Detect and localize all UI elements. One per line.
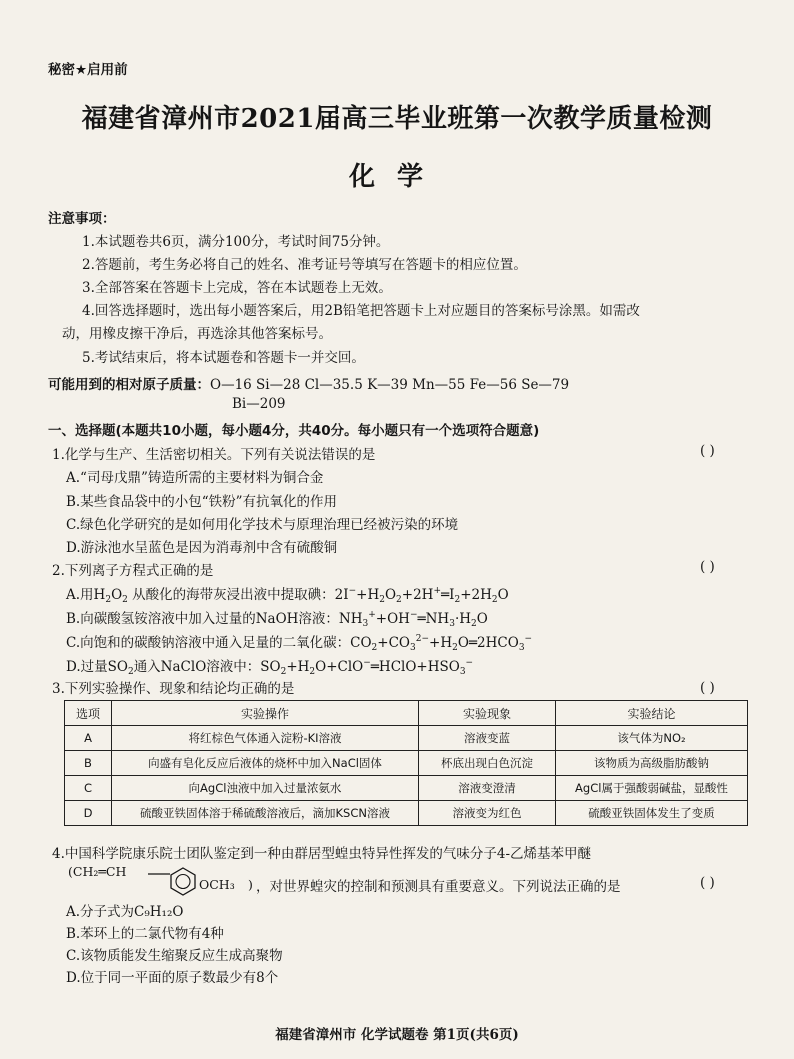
table-row [65, 801, 748, 826]
question-2-option-b: B.向碳酸氢铵溶液中加入过量的NaOH溶液：$NH_3^++OH^-═NH_3\cdot H_2O$ [66, 610, 488, 629]
table-header-row [65, 701, 748, 726]
atomic-mass-values-cont: Bi—209 [232, 396, 286, 412]
table-cell: A [65, 726, 112, 751]
atomic-mass-label: 可能用到的相对原子质量： [48, 377, 210, 393]
table-row [65, 726, 748, 751]
table-cell: D [65, 801, 112, 826]
table-cell: 硫酸亚铁固体发生了变质 [556, 801, 748, 826]
notice-item: 2.答题前，考生务必将自己的姓名、准考证号等填写在答题卡的相应位置。 [82, 257, 527, 273]
table-cell: AgCl属于强酸弱碱盐，显酸性 [556, 776, 748, 801]
notice-item: 5.考试结束后，将本试题卷和答题卡一并交回。 [82, 350, 365, 366]
notice-heading: 注意事项： [48, 211, 116, 227]
answer-paren: ( ) [700, 559, 715, 575]
table-row [65, 776, 748, 801]
table-cell: 该物质为高级脂肪酸钠 [556, 751, 748, 776]
answer-paren: ( ) [700, 680, 715, 696]
question-2-option-c: C.向饱和的碳酸钠溶液中通入足量的二氧化碳：$CO_2+CO_3^{2-}+H_2O═2HCO_3^-$ [66, 634, 533, 653]
table-header: 实验操作 [112, 701, 419, 726]
section-heading: 一、选择题(本题共10小题，每小题4分，共40分。每小题只有一个选项符合题意) [48, 423, 540, 439]
table-header: 选项 [65, 701, 112, 726]
answer-paren: ( ) [700, 443, 715, 459]
question-2-stem: 2.下列离子方程式正确的是 [52, 563, 214, 579]
table-cell: 溶液变澄清 [419, 776, 556, 801]
table-cell: 溶液变蓝 [419, 726, 556, 751]
atomic-mass-line [48, 373, 569, 393]
table-cell: 溶液变为红色 [419, 801, 556, 826]
formula-left: (CH₂═CH [68, 864, 127, 879]
question-3-stem: 3.下列实验操作、现象和结论均正确的是 [52, 681, 295, 697]
table-cell: 硫酸亚铁固体溶于稀硫酸溶液后，滴加KSCN溶液 [112, 801, 419, 826]
table-header: 实验结论 [556, 701, 748, 726]
table-cell: 向盛有皂化反应后液体的烧杯中加入NaCl固体 [112, 751, 419, 776]
question-4-stem-cont: ，对世界蝗灾的控制和预测具有重要意义。下列说法正确的是 [256, 879, 621, 895]
atomic-mass-values: O—16 Si—28 Cl—35.5 K—39 Mn—55 Fe—56 Se—79 [210, 377, 570, 393]
question-1-option: C.绿色化学研究的是如何用化学技术与原理治理已经被污染的环境 [66, 517, 459, 533]
question-1-option: B.某些食品袋中的小包“铁粉”有抗氧化的作用 [66, 494, 338, 510]
table-header: 实验现象 [419, 701, 556, 726]
formula-close-paren: ) [248, 877, 253, 892]
benzene-ring-icon [168, 866, 198, 896]
question-4-option: D.位于同一平面的原子数最少有8个 [66, 970, 279, 986]
question-2-option-d: D.过量$SO_2$通入NaClO溶液中：$SO_2+H_2O+ClO^-═HClO+HSO_3^-$ [66, 658, 474, 677]
table-cell: 杯底出现白色沉淀 [419, 751, 556, 776]
question-4-option: A.分子式为C₉H₁₂O [66, 904, 184, 920]
page-footer: 福建省漳州市 化学试题卷 第1页(共6页) [275, 1027, 519, 1043]
notice-item: 1.本试题卷共6页，满分100分，考试时间75分钟。 [82, 234, 390, 250]
question-4-option: B.苯环上的二氯代物有4种 [66, 926, 224, 942]
notice-item: 4.回答选择题时，选出每小题答案后，用2B铅笔把答题卡上对应题目的答案标号涂黑。如需改 [82, 303, 640, 319]
table-cell: 向AgCl浊液中加入过量浓氨水 [112, 776, 419, 801]
question-1-option: D.游泳池水呈蓝色是因为消毒剂中含有硫酸铜 [66, 540, 338, 556]
question-1-stem: 1.化学与生产、生活密切相关。下列有关说法错误的是 [52, 447, 376, 463]
question-4-option: C.该物质能发生缩聚反应生成高聚物 [66, 948, 283, 964]
exam-title: 福建省漳州市2021届高三毕业班第一次教学质量检测 [81, 104, 713, 134]
notice-item: 3.全部答案在答题卡上完成，答在本试题卷上无效。 [82, 280, 392, 296]
table-row [65, 751, 748, 776]
table-cell: B [65, 751, 112, 776]
table-cell: C [65, 776, 112, 801]
question-1-option: A.“司母戊鼎”铸造所需的主要材料为铜合金 [66, 470, 324, 486]
answer-paren: ( ) [700, 875, 715, 891]
question-2-option-a: A.用$H_2O_2$ 从酸化的海带灰浸出液中提取碘：$2I^-+H_2O_2+2H^+═I_2+2H_2O$ [66, 586, 509, 605]
notice-item: 动，用橡皮擦干净后，再选涂其他答案标号。 [62, 326, 332, 342]
formula-right: OCH₃ [199, 877, 235, 892]
bond-line [148, 872, 170, 876]
confidential-label: 秘密★启用前 [48, 62, 128, 78]
table-cell: 将红棕色气体通入淀粉-KI溶液 [112, 726, 419, 751]
table-cell: 该气体为NO₂ [556, 726, 748, 751]
experiment-table [64, 700, 748, 826]
question-4-stem: 4.中国科学院康乐院士团队鉴定到一种由群居型蝗虫特异性挥发的气味分子4-乙烯基苯甲醚 [52, 846, 592, 862]
subject-title: 化学 [348, 162, 445, 192]
